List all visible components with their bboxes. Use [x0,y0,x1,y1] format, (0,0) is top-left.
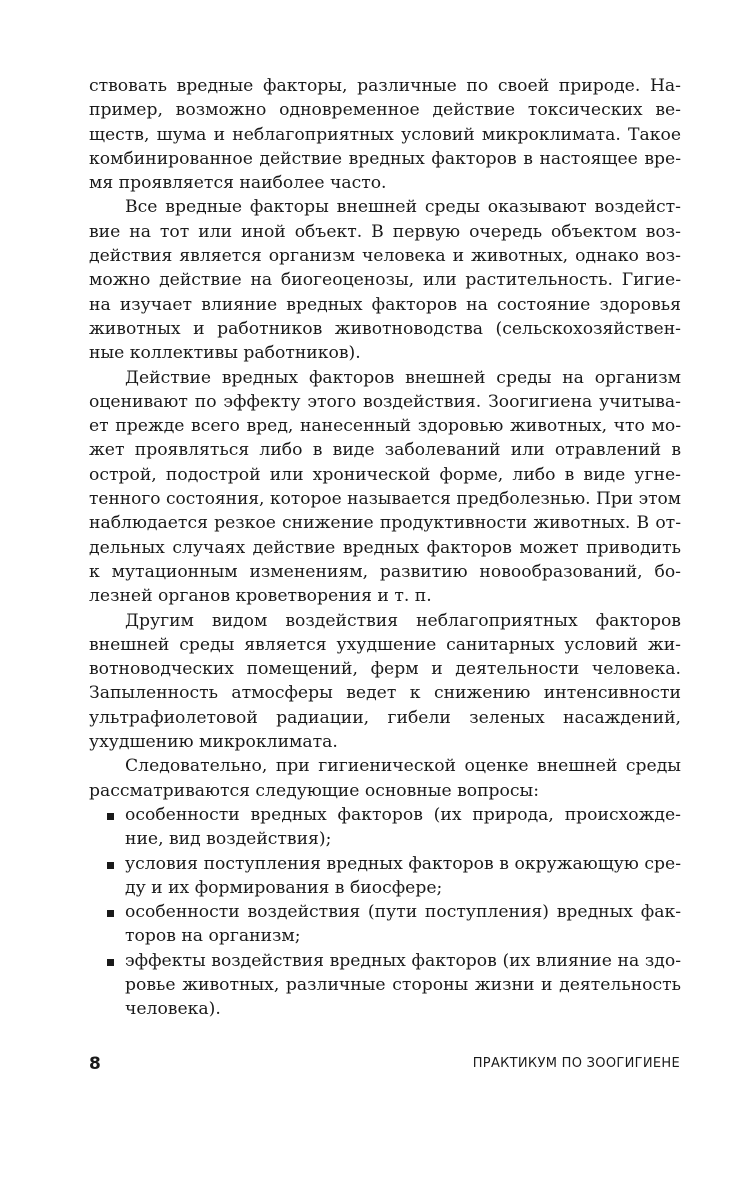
text-line: рассматриваются следующие основные вопросы: [89,780,540,801]
square-bullet-icon [107,910,114,917]
text-line: вотноводческих помещений, ферм и деятельности человека. [89,659,681,680]
text-line: на изучает влияние вредных факторов на состояние здоровья [89,294,681,315]
text-line: Запыленность атмосферы ведет к снижению интенсивности [89,683,681,704]
bullet-text: особенности вредных факторов (их природа, происхожде- [125,804,681,825]
text-line: ду и их формирования в биосфере; [125,877,443,898]
list-item [89,900,681,949]
text-line: мя проявляется наиболее часто. [89,173,387,194]
text-line: торов на организм; [125,926,301,947]
paragraph-1 [89,74,681,195]
text-line: действия является организм человека и животных, однако воз- [89,246,681,267]
text-line: человека). [125,999,221,1020]
text-line: дельных случаях действие вредных факторов может приводить [89,537,681,558]
page-body [89,74,681,1022]
square-bullet-icon [107,959,114,966]
text-line: Действие вредных факторов внешней среды на организм [125,367,681,388]
text-line: ние, вид воздействия); [125,829,332,850]
text-line: ствовать вредные факторы, различные по своей природе. На- [89,76,681,96]
paragraph-4 [89,609,681,755]
text-line: пример, возможно одновременное действие токсических ве- [89,100,681,121]
page-number: 8 [89,1054,101,1074]
list-item [89,852,681,901]
text-line: Другим видом воздействия неблагоприятных факторов [125,610,681,631]
text-line [89,900,681,924]
square-bullet-icon [107,862,114,869]
list-item [89,949,681,1022]
text-line: Все вредные факторы внешней среды оказывают воздейст- [125,197,681,218]
text-line: ухудшению микроклимата. [89,732,338,753]
text-line: ет прежде всего вред, нанесенный здоровью животных, что мо- [89,416,681,437]
text-line: наблюдается резкое снижение продуктивности животных. В от- [89,513,681,534]
text-line: комбинированное действие вредных факторов в настоящее вре- [89,148,681,169]
text-line [89,803,681,827]
list-item [89,803,681,852]
text-line [89,949,681,973]
text-line: оценивают по эффекту этого воздействия. Зоогигиена учитыва- [89,391,681,412]
bullet-text: условия поступления вредных факторов в окружающую сре- [125,853,681,874]
text-line: можно действие на биогеоценозы, или растительность. Гигие- [89,270,681,291]
text-line: ществ, шума и неблагоприятных условий микроклимата. Такое [89,124,681,145]
text-line: внешней среды является ухудшение санитарных условий жи- [89,634,681,655]
text-line: вие на тот или иной объект. В первую очередь объектом воз- [89,221,681,242]
text-line: к мутационным изменениям, развитию новообразований, бо- [89,561,681,582]
text-line: острой, подострой или хронической форме, либо в виде угне- [89,464,681,485]
paragraph-5 [89,754,681,803]
text-line: ные коллективы работников). [89,343,361,364]
text-line: Следовательно, при гигиенической оценке внешней среды [125,756,681,777]
bullet-text: особенности воздействия (пути поступления) вредных фак- [125,902,681,923]
text-line: ультрафиолетовой радиации, гибели зеленых насаждений, [89,707,681,728]
paragraph-2 [89,195,681,365]
bullet-list [89,803,681,1022]
paragraph-3 [89,366,681,609]
text-line: лезней органов кроветворения и т. п. [89,586,432,607]
text-line: тенного состояния, которое называется предболезнью. При этом [89,489,681,510]
text-line [89,852,681,876]
text-line: ровье животных, различные стороны жизни и деятельность [125,974,681,995]
square-bullet-icon [107,813,114,820]
running-title: ПРАКТИКУМ ПО ЗООГИГИЕНЕ [472,1056,680,1071]
bullet-text: эффекты воздействия вредных факторов (их влияние на здо- [125,950,681,971]
text-line: животных и работников животноводства (сельскохозяйствен- [89,318,681,339]
text-line: жет проявляться либо в виде заболеваний или отравлений в [89,440,681,461]
